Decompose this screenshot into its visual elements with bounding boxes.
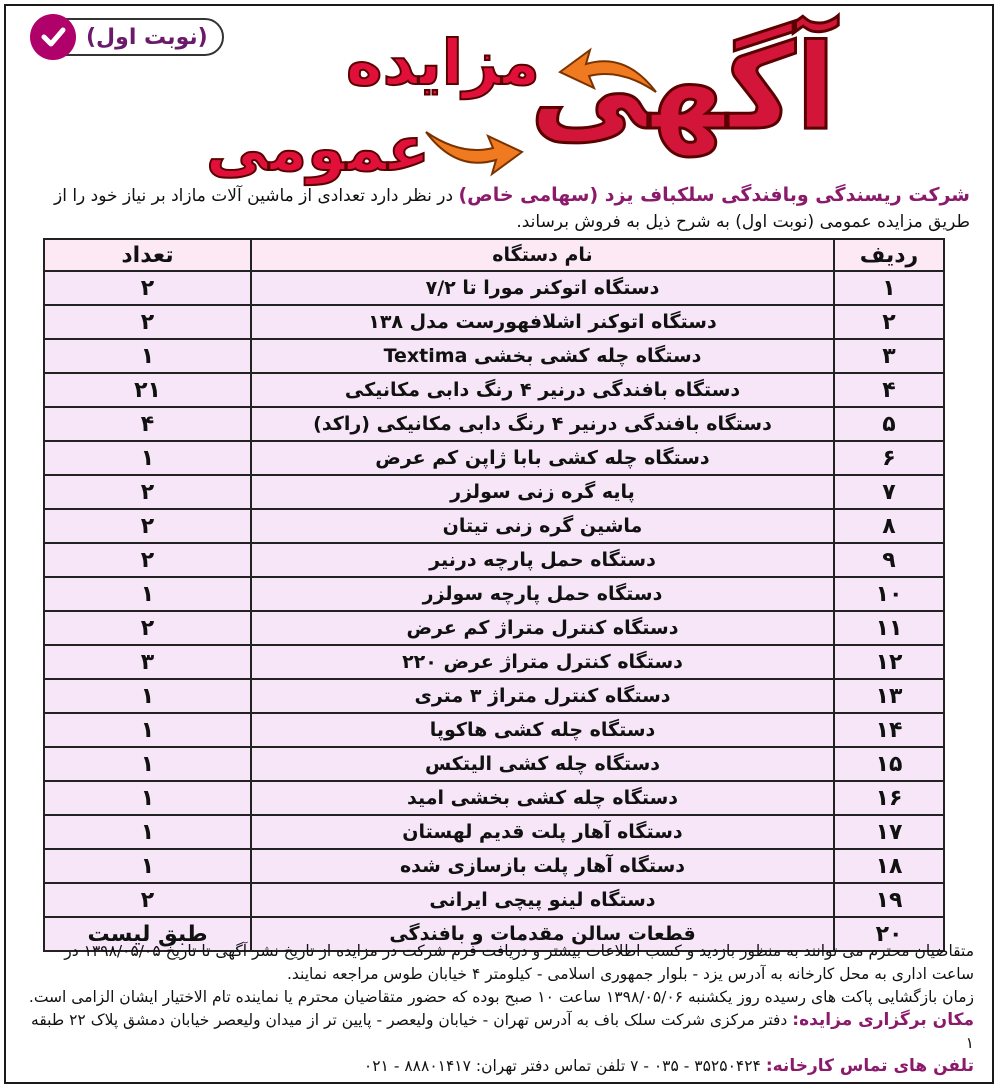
device-name: دستگاه لینو پیچی ایرانی <box>251 883 834 917</box>
table-row <box>44 611 944 645</box>
row-number: ۵ <box>834 407 944 441</box>
device-name: ماشین گره زنی تیتان <box>251 509 834 543</box>
row-number: ۴ <box>834 373 944 407</box>
row-number: ۱۸ <box>834 849 944 883</box>
device-name: دستگاه چله کشی بخشی Textima <box>251 339 834 373</box>
row-number: ۱ <box>834 271 944 305</box>
arrow-icon <box>416 122 526 182</box>
row-number: ۱۹ <box>834 883 944 917</box>
row-number: ۱۲ <box>834 645 944 679</box>
table-row <box>44 339 944 373</box>
table-row <box>44 577 944 611</box>
row-number: ۶ <box>834 441 944 475</box>
row-number: ۲۰ <box>834 917 944 951</box>
device-name: دستگاه بافندگی درنیر ۴ رنگ دابی مکانیکی <box>251 373 834 407</box>
device-name: دستگاه کنترل متراژ ۳ متری <box>251 679 834 713</box>
quantity: ۱ <box>44 577 251 611</box>
row-number: ۱۶ <box>834 781 944 815</box>
quantity: ۱ <box>44 849 251 883</box>
footer-phones <box>24 1055 974 1078</box>
device-name: دستگاه حمل پارچه سولزر <box>251 577 834 611</box>
table-row <box>44 407 944 441</box>
quantity: طبق لیست <box>44 917 251 951</box>
title-public: عمومی <box>206 112 430 185</box>
footer-notes <box>24 940 974 1078</box>
footer-phones-text: ۳۵۲۵۰۴۲۴ - ۰۳۵ - ۷ تلفن تماس دفتر تهران: ۸۸۸۰۱۴۱۷ - ۰۲۱ <box>363 1057 761 1075</box>
device-name: دستگاه کنترل متراژ کم عرض <box>251 611 834 645</box>
intro-text: در نظر دارد تعدادی از ماشین آلات مازاد بر نیاز خود را از طریق مزایده عمومی (نوبت اول) به شرح ذیل به فروش برساند. <box>54 186 970 232</box>
device-name: دستگاه اتوکنر اشلافهورست مدل ۱۳۸ <box>251 305 834 339</box>
device-name: دستگاه چله کشی الیتکس <box>251 747 834 781</box>
row-number: ۲ <box>834 305 944 339</box>
quantity: ۲ <box>44 611 251 645</box>
row-number: ۱۵ <box>834 747 944 781</box>
table-row <box>44 271 944 305</box>
quantity: ۲ <box>44 509 251 543</box>
device-name: دستگاه آهار پلت بازسازی شده <box>251 849 834 883</box>
table-header-row <box>44 239 944 271</box>
row-number: ۱۷ <box>834 815 944 849</box>
row-number: ۸ <box>834 509 944 543</box>
device-name: دستگاه اتوکنر مورا تا ۷/۲ <box>251 271 834 305</box>
row-number: ۷ <box>834 475 944 509</box>
header-device-name: نام دستگاه <box>251 239 834 271</box>
table-row <box>44 441 944 475</box>
table-row <box>44 815 944 849</box>
quantity: ۱ <box>44 339 251 373</box>
quantity: ۲ <box>44 271 251 305</box>
row-number: ۳ <box>834 339 944 373</box>
quantity: ۱ <box>44 815 251 849</box>
quantity: ۲۱ <box>44 373 251 407</box>
table-row <box>44 679 944 713</box>
title-block <box>196 18 846 185</box>
device-name: دستگاه چله کشی بخشی امید <box>251 781 834 815</box>
device-name: دستگاه کنترل متراژ عرض ۲۲۰ <box>251 645 834 679</box>
device-name: دستگاه بافندگی درنیر ۴ رنگ دابی مکانیکی (راکد) <box>251 407 834 441</box>
quantity: ۱ <box>44 441 251 475</box>
quantity: ۲ <box>44 475 251 509</box>
row-number: ۱۱ <box>834 611 944 645</box>
device-name: دستگاه چله کشی بابا ژاپن کم عرض <box>251 441 834 475</box>
table-row <box>44 645 944 679</box>
quantity: ۲ <box>44 543 251 577</box>
title-main: آگهی <box>529 18 836 156</box>
footer-location <box>24 1009 974 1055</box>
company-name: شرکت ریسندگی وبافندگی سلکباف یزد (سهامی خاص) <box>458 184 970 206</box>
device-name: پایه گره زنی سولزر <box>251 475 834 509</box>
table-row <box>44 475 944 509</box>
quantity: ۴ <box>44 407 251 441</box>
advertisement-frame <box>4 4 994 1084</box>
table-row <box>44 509 944 543</box>
equipment-table <box>43 238 945 952</box>
quantity: ۱ <box>44 713 251 747</box>
header-row-number: ردیف <box>834 239 944 271</box>
device-name: دستگاه حمل پارچه درنیر <box>251 543 834 577</box>
table-row <box>44 883 944 917</box>
title-auction: مزایده <box>346 26 540 99</box>
table-row <box>44 849 944 883</box>
quantity: ۱ <box>44 747 251 781</box>
table-row <box>44 713 944 747</box>
footer-phones-label: تلفن های تماس کارخانه: <box>765 1056 974 1076</box>
device-name: دستگاه چله کشی هاکوپا <box>251 713 834 747</box>
row-number: ۱۰ <box>834 577 944 611</box>
quantity: ۳ <box>44 645 251 679</box>
quantity: ۱ <box>44 781 251 815</box>
quantity: ۲ <box>44 305 251 339</box>
quantity: ۲ <box>44 883 251 917</box>
header-quantity: تعداد <box>44 239 251 271</box>
quantity: ۱ <box>44 679 251 713</box>
intro-paragraph <box>28 182 970 235</box>
badge-label: (نوبت اول) <box>86 24 208 50</box>
footer-location-label: مکان برگزاری مزایده: <box>792 1010 974 1030</box>
check-icon <box>30 14 76 60</box>
table-row <box>44 781 944 815</box>
footer-opening-info: زمان بازگشایی پاکت های رسیده روز یکشنبه ۱۳۹۸/۰۵/۰۶ ساعت ۱۰ صبح بوده که حضور متقاضیان محترم یا نماینده تام الاختیار ایشان الزامی است. <box>28 988 974 1006</box>
footer-visit-info: متقاضیان محترم می توانند به منظور بازدید و کسب اطلاعات بیشتر و دریافت فرم شرکت در مزایده از تاریخ نشر آگهی تا تاریخ ۱۳۹۸/۰۵/۰۵ در ساعت اداری به محل کارخانه به آدرس یزد - بلوار جمهوری اسلامی - کیلومتر ۴ خیابان طوس مراجعه نمایند. <box>64 942 974 983</box>
row-number: ۹ <box>834 543 944 577</box>
row-number: ۱۳ <box>834 679 944 713</box>
table-row <box>44 747 944 781</box>
table-row <box>44 305 944 339</box>
device-name: قطعات سالن مقدمات و بافندگی <box>251 917 834 951</box>
row-number: ۱۴ <box>834 713 944 747</box>
table-row <box>44 543 944 577</box>
device-name: دستگاه آهار پلت قدیم لهستان <box>251 815 834 849</box>
footer-location-text: دفتر مرکزی شرکت سلک باف به آدرس تهران - خیابان ولیعصر - پایین تر از میدان ولیعصر خیابان دمشق پلاک ۲۲ طبقه ۱ <box>31 1011 974 1052</box>
table-row <box>44 373 944 407</box>
